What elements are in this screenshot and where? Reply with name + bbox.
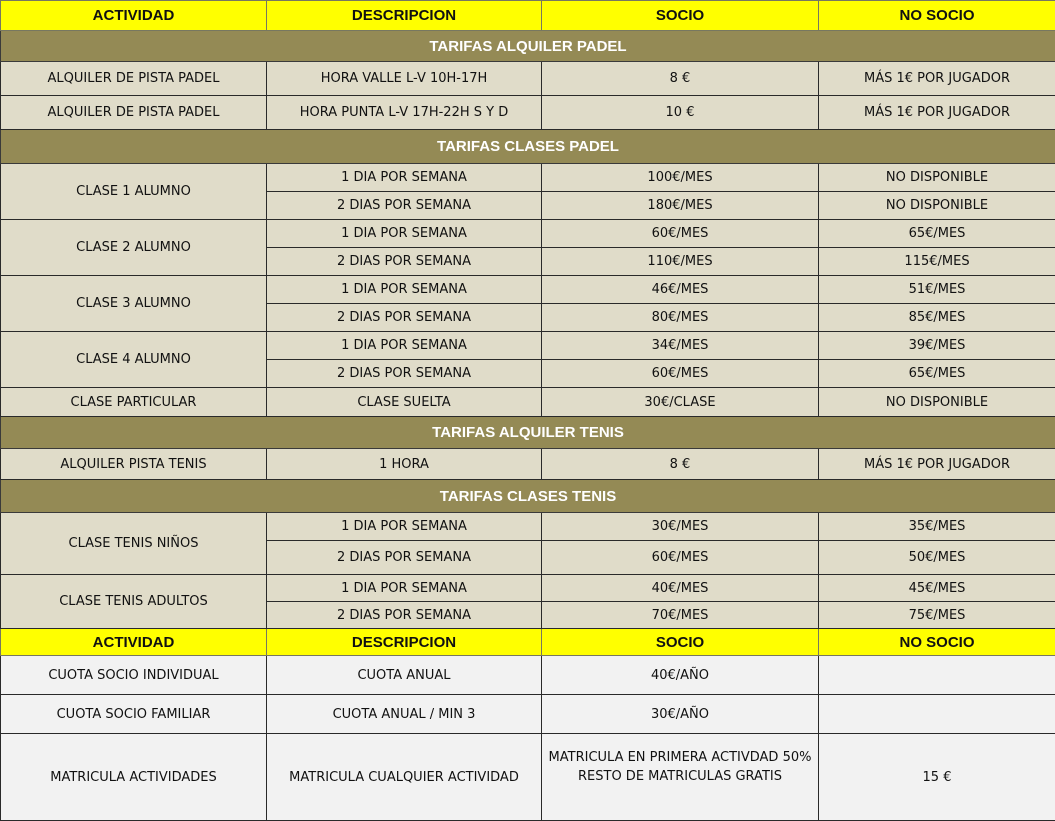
cell-descripcion[interactable]: 1 DIA POR SEMANA <box>267 332 542 360</box>
section-alquiler-padel <box>1 31 1055 62</box>
cell-socio[interactable]: 70€/MES <box>542 602 819 629</box>
cell-no-socio[interactable]: NO DISPONIBLE <box>819 192 1055 220</box>
cell-descripcion[interactable]: CUOTA ANUAL <box>267 656 542 695</box>
cell-descripcion[interactable]: 2 DIAS POR SEMANA <box>267 602 542 629</box>
cell-no-socio[interactable] <box>819 695 1055 734</box>
table-row <box>1 575 1055 602</box>
header-no-socio[interactable]: NO SOCIO <box>819 1 1055 31</box>
cell-descripcion[interactable]: CUOTA ANUAL / MIN 3 <box>267 695 542 734</box>
cell-descripcion[interactable]: 2 DIAS POR SEMANA <box>267 192 542 220</box>
table-row <box>1 62 1055 96</box>
header-descripcion[interactable]: DESCRIPCION <box>267 629 542 656</box>
table-row <box>1 513 1055 541</box>
cell-descripcion[interactable]: 1 DIA POR SEMANA <box>267 513 542 541</box>
cell-no-socio[interactable]: 50€/MES <box>819 541 1055 575</box>
cell-no-socio[interactable]: 35€/MES <box>819 513 1055 541</box>
cell-actividad[interactable]: ALQUILER PISTA TENIS <box>1 449 267 480</box>
cell-socio[interactable]: 180€/MES <box>542 192 819 220</box>
cell-socio[interactable]: 110€/MES <box>542 248 819 276</box>
table-row <box>1 734 1055 821</box>
cell-socio[interactable]: 8 € <box>542 449 819 480</box>
section-title[interactable]: TARIFAS ALQUILER TENIS <box>1 417 1055 449</box>
cell-no-socio[interactable]: 51€/MES <box>819 276 1055 304</box>
cell-descripcion[interactable]: 1 DIA POR SEMANA <box>267 575 542 602</box>
cell-descripcion[interactable]: HORA VALLE L-V 10H-17H <box>267 62 542 96</box>
section-title[interactable]: TARIFAS CLASES TENIS <box>1 480 1055 513</box>
table-row <box>1 276 1055 304</box>
cell-no-socio[interactable]: NO DISPONIBLE <box>819 388 1055 417</box>
cell-descripcion[interactable]: MATRICULA CUALQUIER ACTIVIDAD <box>267 734 542 821</box>
cell-socio[interactable]: 10 € <box>542 96 819 130</box>
cell-socio[interactable]: 30€/CLASE <box>542 388 819 417</box>
cell-actividad[interactable]: ALQUILER DE PISTA PADEL <box>1 96 267 130</box>
table-row <box>1 388 1055 417</box>
cell-descripcion[interactable]: 1 DIA POR SEMANA <box>267 276 542 304</box>
cell-descripcion[interactable]: 2 DIAS POR SEMANA <box>267 360 542 388</box>
cell-no-socio[interactable]: 39€/MES <box>819 332 1055 360</box>
cell-no-socio[interactable]: 75€/MES <box>819 602 1055 629</box>
header-socio[interactable]: SOCIO <box>542 629 819 656</box>
cell-socio[interactable]: 80€/MES <box>542 304 819 332</box>
cell-descripcion[interactable]: 1 DIA POR SEMANA <box>267 164 542 192</box>
header-row-2 <box>1 629 1055 656</box>
header-descripcion[interactable]: DESCRIPCION <box>267 1 542 31</box>
table-row <box>1 164 1055 192</box>
cell-socio[interactable]: 40€/MES <box>542 575 819 602</box>
section-title[interactable]: TARIFAS ALQUILER PADEL <box>1 31 1055 62</box>
cell-socio[interactable]: 100€/MES <box>542 164 819 192</box>
cell-no-socio[interactable]: 85€/MES <box>819 304 1055 332</box>
cell-actividad[interactable]: CLASE 1 ALUMNO <box>1 164 267 220</box>
cell-no-socio[interactable] <box>819 656 1055 695</box>
matricula-line-1: MATRICULA EN PRIMERA ACTIVDAD 50% <box>545 748 815 767</box>
table-row <box>1 96 1055 130</box>
section-alquiler-tenis <box>1 417 1055 449</box>
cell-socio[interactable]: 60€/MES <box>542 541 819 575</box>
table-row <box>1 695 1055 734</box>
cell-actividad[interactable]: CLASE PARTICULAR <box>1 388 267 417</box>
cell-socio[interactable]: 8 € <box>542 62 819 96</box>
cell-socio[interactable]: 34€/MES <box>542 332 819 360</box>
header-actividad[interactable]: ACTIVIDAD <box>1 629 267 656</box>
cell-actividad[interactable]: CLASE TENIS NIÑOS <box>1 513 267 575</box>
cell-no-socio[interactable]: 45€/MES <box>819 575 1055 602</box>
cell-descripcion[interactable]: CLASE SUELTA <box>267 388 542 417</box>
cell-descripcion[interactable]: HORA PUNTA L-V 17H-22H S Y D <box>267 96 542 130</box>
cell-actividad[interactable]: CLASE TENIS ADULTOS <box>1 575 267 629</box>
table-row <box>1 449 1055 480</box>
cell-actividad[interactable]: CLASE 3 ALUMNO <box>1 276 267 332</box>
section-title[interactable]: TARIFAS CLASES PADEL <box>1 130 1055 164</box>
section-clases-padel <box>1 130 1055 164</box>
cell-socio[interactable]: 40€/AÑO <box>542 656 819 695</box>
cell-no-socio[interactable]: MÁS 1€ POR JUGADOR <box>819 449 1055 480</box>
cell-socio[interactable]: 30€/MES <box>542 513 819 541</box>
table-row <box>1 656 1055 695</box>
cell-actividad[interactable]: CLASE 4 ALUMNO <box>1 332 267 388</box>
section-clases-tenis <box>1 480 1055 513</box>
cell-no-socio[interactable]: 15 € <box>819 734 1055 821</box>
header-actividad[interactable]: ACTIVIDAD <box>1 1 267 31</box>
cell-actividad[interactable]: MATRICULA ACTIVIDADES <box>1 734 267 821</box>
cell-actividad[interactable]: ALQUILER DE PISTA PADEL <box>1 62 267 96</box>
cell-actividad[interactable]: CLASE 2 ALUMNO <box>1 220 267 276</box>
table-row <box>1 220 1055 248</box>
cell-descripcion[interactable]: 2 DIAS POR SEMANA <box>267 541 542 575</box>
cell-no-socio[interactable]: MÁS 1€ POR JUGADOR <box>819 62 1055 96</box>
cell-socio[interactable]: 30€/AÑO <box>542 695 819 734</box>
cell-actividad[interactable]: CUOTA SOCIO INDIVIDUAL <box>1 656 267 695</box>
cell-no-socio[interactable]: NO DISPONIBLE <box>819 164 1055 192</box>
header-socio[interactable]: SOCIO <box>542 1 819 31</box>
cell-descripcion[interactable]: 1 HORA <box>267 449 542 480</box>
cell-no-socio[interactable]: MÁS 1€ POR JUGADOR <box>819 96 1055 130</box>
cell-descripcion[interactable]: 1 DIA POR SEMANA <box>267 220 542 248</box>
matricula-line-2: RESTO DE MATRICULAS GRATIS <box>545 767 815 786</box>
cell-socio[interactable]: 60€/MES <box>542 360 819 388</box>
cell-descripcion[interactable]: 2 DIAS POR SEMANA <box>267 304 542 332</box>
cell-no-socio[interactable]: 65€/MES <box>819 220 1055 248</box>
table-row <box>1 332 1055 360</box>
cell-socio[interactable]: 46€/MES <box>542 276 819 304</box>
cell-socio[interactable]: 60€/MES <box>542 220 819 248</box>
cell-actividad[interactable]: CUOTA SOCIO FAMILIAR <box>1 695 267 734</box>
header-row <box>1 1 1055 31</box>
cell-descripcion[interactable]: 2 DIAS POR SEMANA <box>267 248 542 276</box>
header-no-socio[interactable]: NO SOCIO <box>819 629 1055 656</box>
cell-no-socio[interactable]: 65€/MES <box>819 360 1055 388</box>
cell-no-socio[interactable]: 115€/MES <box>819 248 1055 276</box>
cell-socio[interactable] <box>542 734 819 821</box>
